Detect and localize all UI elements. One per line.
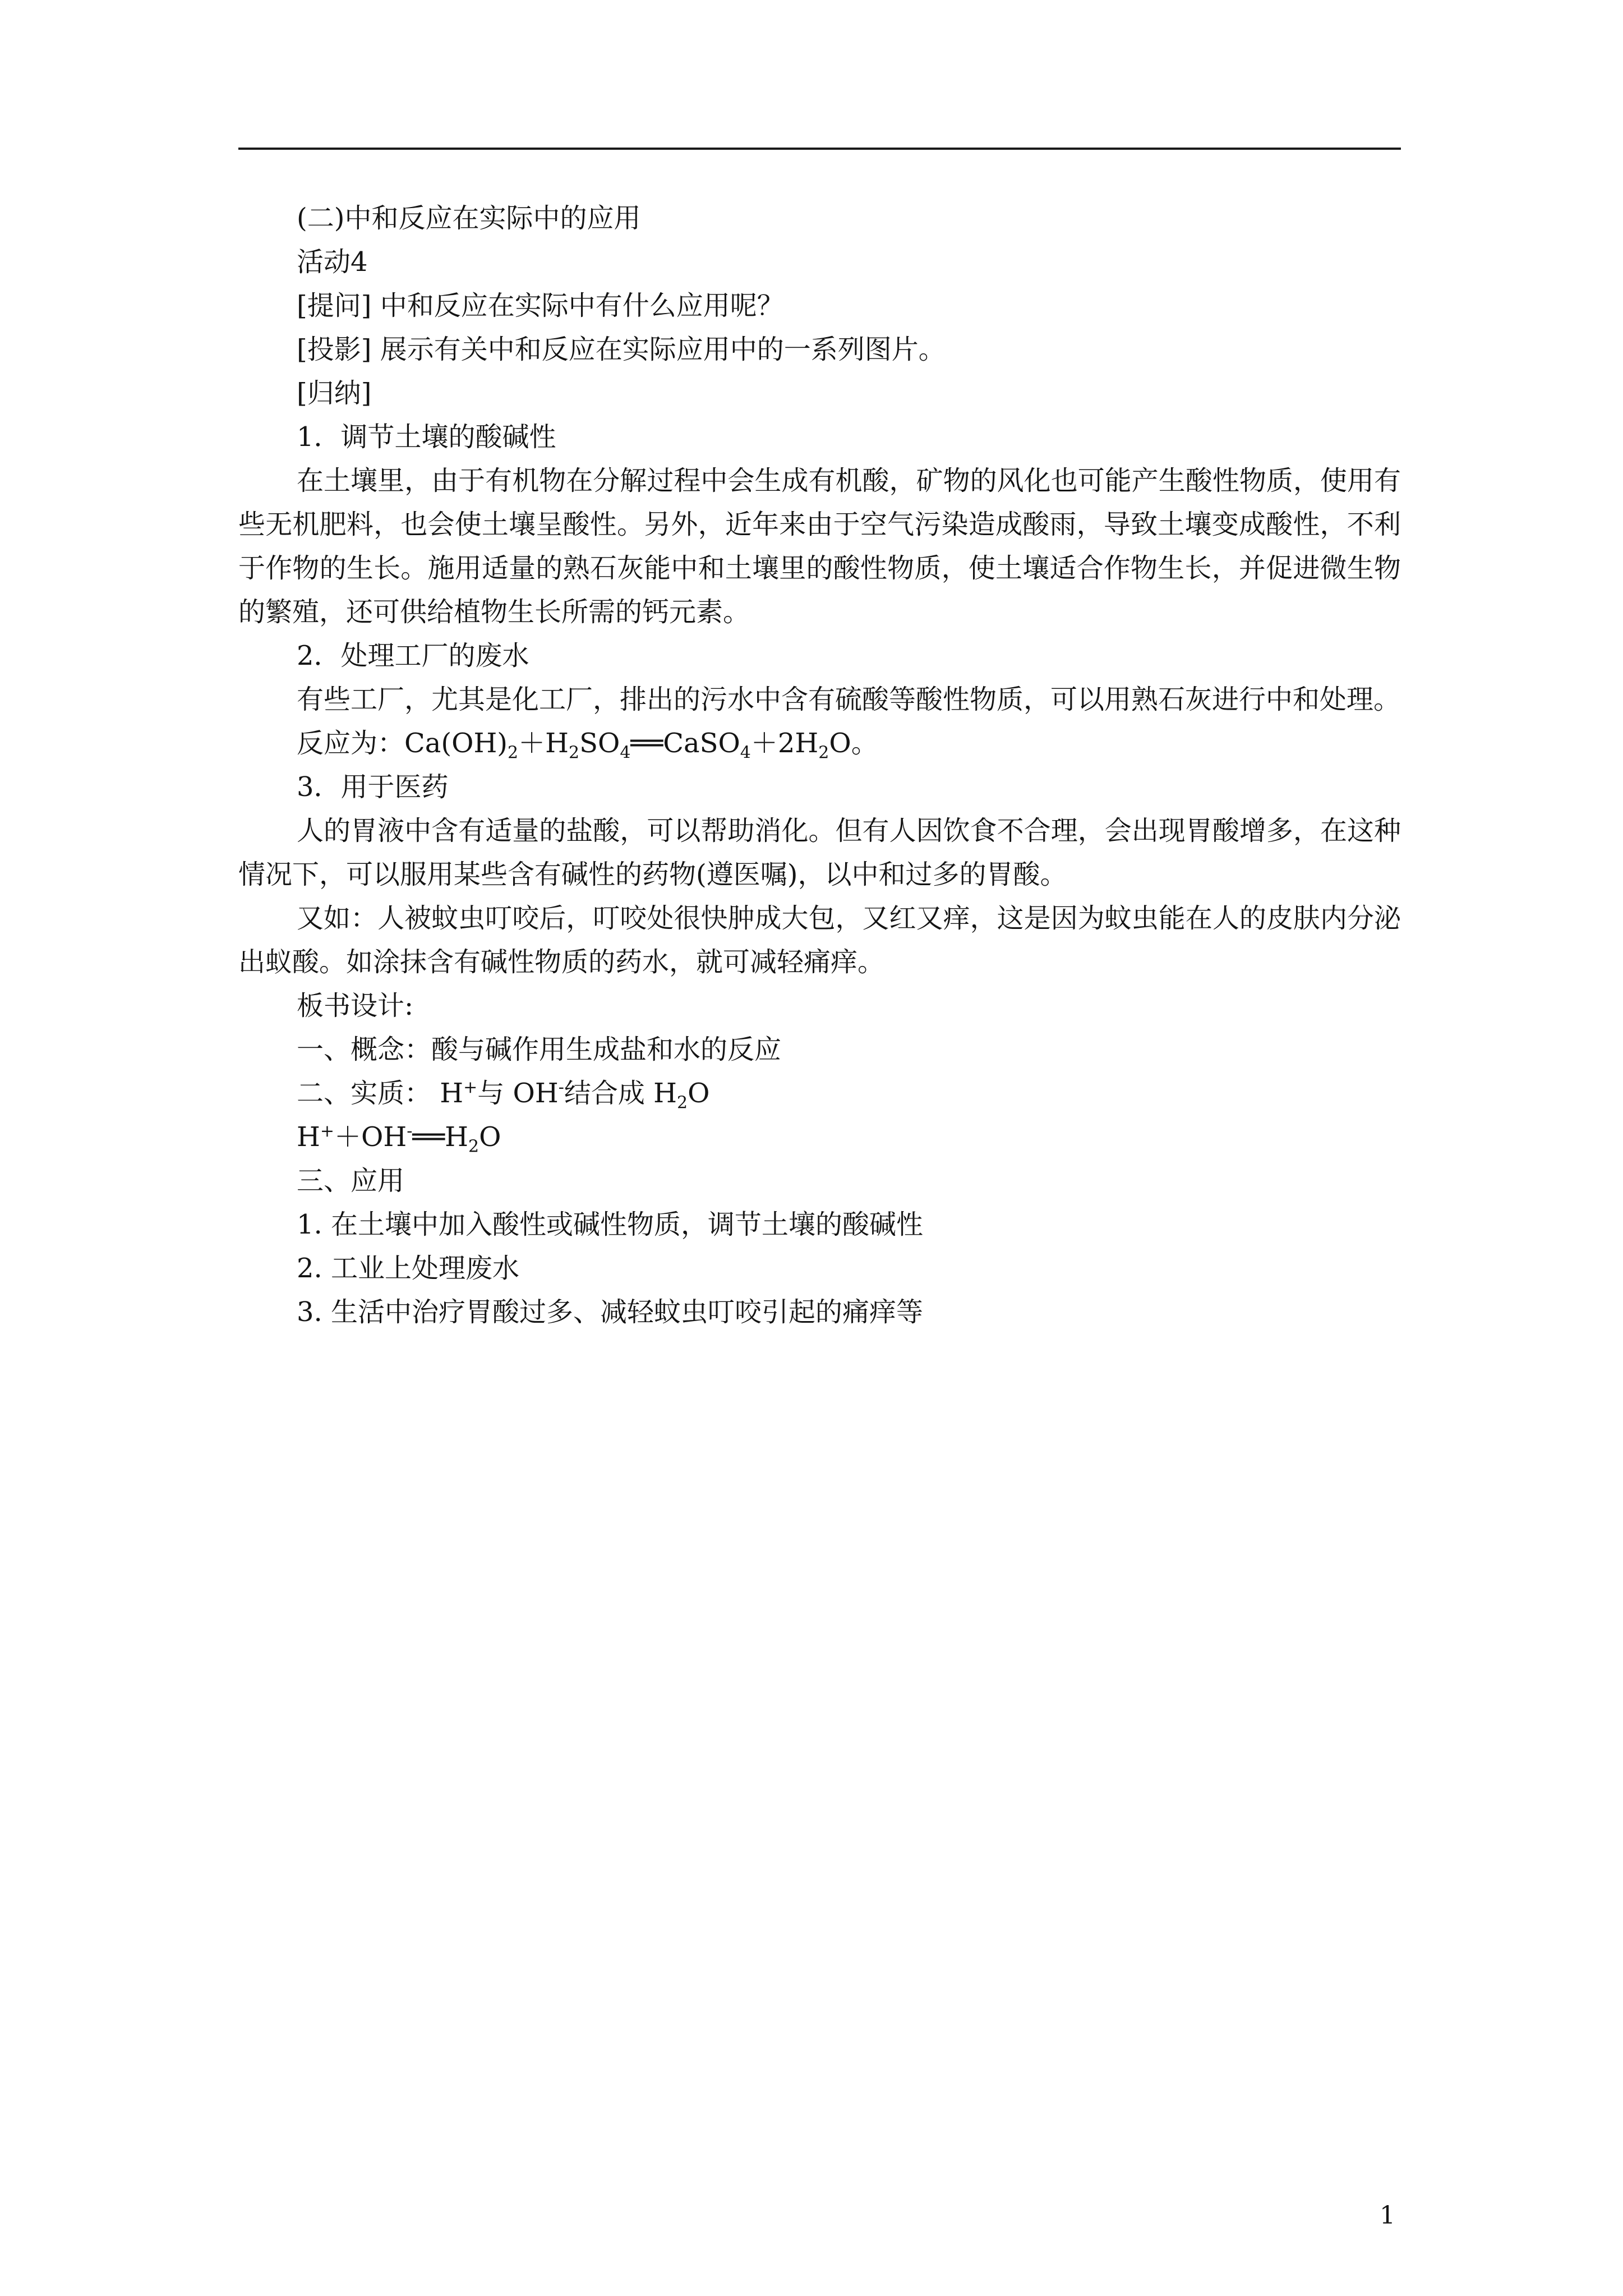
board-eq-plus: ＋OH — [334, 1121, 407, 1153]
board-essence — [238, 1071, 1401, 1115]
board-essence-suffix: 结合成 H — [564, 1078, 677, 1109]
board-title: 板书设计: — [297, 990, 414, 1022]
section-title: (二)中和反应在实际中的应用 — [297, 203, 641, 234]
reaction-so4: SO — [579, 728, 620, 759]
summary-label: [归纳] — [297, 378, 372, 409]
board-eq-eq: ══H — [412, 1121, 469, 1153]
reaction-ca: Ca(OH) — [404, 728, 508, 759]
board-application-3: 3. 生活中治疗胃酸过多、减轻蚊虫叮咬引起的痛痒等 — [297, 1296, 924, 1328]
reaction-ca-sub: 2 — [508, 743, 519, 763]
reaction-prefix: 反应为： — [297, 728, 405, 759]
board-application-2: 2. 工业上处理废水 — [297, 1253, 520, 1284]
question-paragraph: [提问] 中和反应在实际中有什么应用呢？ — [297, 290, 784, 321]
board-essence-sup1: + — [463, 1078, 478, 1097]
page-number: 1 — [1380, 2201, 1395, 2230]
activity-label: 活动4 — [297, 246, 368, 278]
reaction-eq: ══CaSO — [630, 728, 740, 759]
board-essence-mid: 与 OH — [477, 1078, 559, 1109]
item3-text1: 人的胃液中含有适量的盐酸，可以帮助消化。但有人因饮食不合理，会出现胃酸增多，在这种情况下，可以服用某些含有碱性的药物(遵医嘱)，以中和过多的胃酸。 — [238, 815, 1401, 890]
header-rule — [238, 148, 1401, 150]
item1-text: 在土壤里，由于有机物在分解过程中会生成有机酸，矿物的风化也可能产生酸性物质，使用有些无机肥料，也会使土壤呈酸性。另外，近年来由于空气污染造成酸雨，导致土壤变成酸性，不利于作物的生长。施用适量的熟石灰能中和土壤里的酸性物质，使土壤适合作物生长，并促进微生物的繁殖，还可供给植物生长所需的钙元素。 — [238, 465, 1401, 628]
reaction-equation — [238, 721, 1401, 765]
reaction-plus1: ＋H — [518, 728, 569, 759]
item3-text2: 又如：人被蚊虫叮咬后，叮咬处很快肿成大包，又红又痒，这是因为蚊虫能在人的皮肤内分泌出蚁酸。如涂抹含有碱性物质的药水，就可减轻痛痒。 — [238, 903, 1401, 978]
reaction-end: O。 — [829, 728, 878, 759]
board-eq-sup1: + — [320, 1121, 334, 1141]
item2-text: 有些工厂，尤其是化工厂，排出的污水中含有硫酸等酸性物质，可以用熟石灰进行中和处理。 — [297, 684, 1401, 715]
board-eq-h: H — [297, 1121, 320, 1153]
reaction-plus2: ＋2H — [750, 728, 819, 759]
board-eq-sub: 2 — [468, 1137, 479, 1157]
board-eq-end: O — [479, 1121, 501, 1153]
item3-title: 3．用于医药 — [297, 771, 449, 803]
item1-title: 1．调节土壤的酸碱性 — [297, 421, 556, 453]
board-concept: 一、概念：酸与碱作用生成盐和水的反应 — [297, 1034, 782, 1065]
item2-title: 2．处理工厂的废水 — [297, 640, 529, 671]
board-essence-prefix: 二、实质： H — [297, 1078, 464, 1109]
board-essence-end: O — [688, 1078, 710, 1109]
board-application: 三、应用 — [297, 1165, 405, 1197]
board-equation — [238, 1115, 1401, 1159]
board-eq-sup2: - — [407, 1121, 413, 1141]
board-essence-sup2: - — [558, 1078, 564, 1097]
projection-paragraph: [投影] 展示有关中和反应在实际应用中的一系列图片。 — [297, 334, 946, 365]
reaction-h-sub: 2 — [569, 743, 580, 763]
board-essence-sub: 2 — [677, 1093, 688, 1113]
reaction-h2o-sub: 2 — [818, 743, 829, 763]
reaction-caso4-sub: 4 — [740, 743, 751, 763]
reaction-so4-sub: 4 — [620, 743, 631, 763]
document-body — [238, 196, 1401, 1334]
board-application-1: 1. 在土壤中加入酸性或碱性物质，调节土壤的酸碱性 — [297, 1209, 924, 1240]
